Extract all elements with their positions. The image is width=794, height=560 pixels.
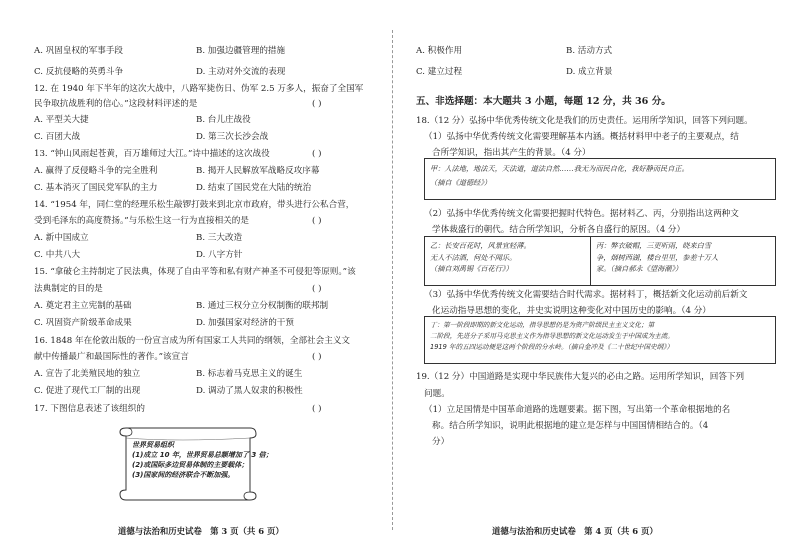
- material-bing-line-1: 丙：弊衣破帽，三更听雨，晓来白雪: [596, 241, 712, 250]
- option-c: C. 中共八大: [34, 250, 81, 260]
- option-b: B. 活动方式: [566, 46, 613, 56]
- question-16-line-1: 16. 1848 年在伦敦出版的一份宣言成为所有国家工人共同的纲领，全部社会主义文: [34, 336, 351, 346]
- question-19-1-line-1: （1）立足国情是中国革命道路的选题要素。据下图，写出第一个革命根据地的名: [424, 405, 731, 415]
- question-19-line-2: 问题。: [424, 389, 450, 399]
- scroll-line-1: (1)成立 10 年，世界贸易总额增加了 3 倍；: [132, 451, 273, 459]
- option-a: A. 新中国成立: [34, 233, 89, 243]
- scroll-title: 世界贸易组织: [132, 441, 174, 449]
- page-footer: 道德与法治和历史试卷 第 4 页（共 6 页）: [492, 526, 658, 536]
- option-d: D. 八字方针: [196, 250, 243, 260]
- material-ding-line-1: 丁：第一阶段即期的新文化运动，指导思想仍是为资产阶级民主主义文化；第: [430, 321, 655, 329]
- page-divider: [392, 30, 393, 530]
- question-18-2-line-1: （2）弘扬中华优秀传统文化需要把握时代特色。据材料乙、丙，分别指出这两种文: [424, 209, 739, 219]
- question-18-stem: 18.（12 分）弘扬中华优秀传统文化是我们的历史责任。运用所学知识，回答下列问题。: [416, 116, 753, 126]
- material-bing-text: [591, 237, 723, 278]
- option-d: D. 成立背景: [566, 67, 613, 77]
- option-a: A. 赢得了反侵略斗争的完全胜利: [34, 166, 158, 176]
- option-c: C. 建立过程: [416, 67, 463, 77]
- question-18-3-line-1: （3）弘扬中华优秀传统文化需要结合时代需求。据材料丁，概括新文化运动前后新文: [424, 290, 748, 300]
- option-b: B. 揭开人民解放军战略反攻序幕: [196, 166, 320, 176]
- option-b: B. 三大改造: [196, 233, 243, 243]
- question-16-line-2: 献中传播最广和最国际性的著作。”该宣言: [34, 352, 189, 362]
- scroll-figure: [118, 422, 273, 502]
- option-d: D. 第三次长沙会战: [196, 132, 269, 142]
- material-bing-line-3: 家。（摘自郝永《望海潮》）: [596, 264, 683, 274]
- option-c: C. 促进了现代工厂制的出现: [34, 386, 141, 396]
- option-a: A. 平型关大捷: [34, 115, 89, 125]
- option-a: A. 奠定君主立宪制的基础: [34, 301, 132, 311]
- material-jia-line-2: （摘自《道德经》）: [430, 177, 492, 187]
- answer-blank: ( ): [312, 99, 322, 109]
- scroll-line-2: (2)或国际多边贸易体制的主要载体；: [132, 461, 249, 469]
- question-14-line-2: 受到毛泽东的高度赞扬。”与乐松生这一行为直接相关的是: [34, 216, 249, 226]
- option-b: B. 台儿庄战役: [196, 115, 251, 125]
- option-b: B. 通过三权分立分权制衡的联邦制: [196, 301, 329, 311]
- option-a: A. 巩固皇权的军事手段: [34, 46, 124, 56]
- option-b: B. 标志着马克思主义的诞生: [196, 369, 303, 379]
- question-18-2-line-2: 学体裁盛行的朝代。结合所学知识，分析各自盛行的原因。（4 分）: [432, 225, 686, 235]
- left-page: [0, 0, 380, 560]
- question-18-1-line-1: （1）弘扬中华优秀传统文化需要理解基本内涵。概括材料甲中老子的主要观点，结: [424, 132, 739, 142]
- question-14-line-1: 14. “1954 年，同仁堂的经理乐松生敲锣打鼓来到北京市政府，带头进行公私合营，: [34, 200, 355, 210]
- option-d: D. 调动了黑人奴隶的积极性: [196, 386, 303, 396]
- question-15-line-1: 15. “拿破仑主持制定了民法典，体现了自由平等和私有财产神圣不可侵犯等原则。”该: [34, 267, 356, 277]
- answer-blank: ( ): [312, 284, 322, 294]
- answer-blank: ( ): [312, 149, 322, 159]
- material-yi-line-3: （摘自刘禹锡《百花行》）: [430, 264, 513, 274]
- right-page: [402, 0, 794, 560]
- option-c: C. 基本消灭了国民党军队的主力: [34, 183, 158, 193]
- material-jia-line-1: 甲：人法地，地法天，天法道，道法自然……我无为而民自化，我好静而民自正。: [430, 164, 689, 173]
- material-box-ding: [424, 316, 776, 364]
- material-box-jia: [424, 158, 776, 200]
- material-yi-line-1: 乙：长安百花时，风景宜轻薄。: [430, 241, 531, 250]
- material-bing-line-2: 争，烟树西湖，楼台里里，参差十万人: [596, 252, 719, 262]
- material-ding-line-3: 1919 年的五四运动便是这两个阶段的分水岭。（摘自金冲及《二十世纪中国史纲》）: [430, 343, 674, 352]
- option-c: C. 巩固资产阶级革命成果: [34, 318, 132, 328]
- question-13-line-1: 13. “钟山风雨起苍黄，百万雄师过大江。”诗中描述的这次战役: [34, 149, 270, 159]
- question-12-line-1: 12. 在 1940 年下半年的这次大战中，八路军毙伤日、伪军 2.5 万多人，振奋了全国军: [34, 84, 364, 94]
- material-yi-text: [425, 237, 536, 278]
- answer-blank: ( ): [312, 216, 322, 226]
- question-19-1-line-2: 称。结合所学知识，说明此根据地的建立是怎样与中国国情相结合的。（4: [432, 421, 709, 431]
- option-d: D. 加强国家对经济的干预: [196, 318, 294, 328]
- question-15-line-2: 法典制定的目的是: [34, 284, 103, 294]
- option-a: A. 宣告了北美殖民地的独立: [34, 369, 141, 379]
- question-19-line-1: 19.（12 分）中国道路是实现中华民族伟大复兴的必由之路。运用所学知识，回答下列: [416, 372, 745, 382]
- question-18-1-line-2: 合所学知识，指出其产生的背景。（4 分）: [432, 148, 591, 158]
- material-jia-text: [425, 159, 775, 192]
- option-d: D. 主动对外交流的表现: [196, 67, 286, 77]
- question-18-3-line-2: 化运动指导思想的变化，并史实说明这种变化对中国历史的影响。（4 分）: [432, 306, 711, 316]
- material-box-yi-bing: [424, 236, 776, 286]
- page-footer: 道德与法治和历史试卷 第 3 页（共 6 页）: [118, 526, 284, 536]
- option-c: C. 百团大战: [34, 132, 81, 142]
- material-ding-text: [425, 317, 775, 357]
- material-yi-line-2: 无人不沽酒，何处不闻乐。: [430, 252, 517, 262]
- question-12-line-2: 民争取抗战胜利的信心。”这段材料评述的是: [34, 99, 198, 109]
- question-19-1-line-3: 分）: [432, 437, 450, 447]
- option-a: A. 积极作用: [416, 46, 463, 56]
- answer-blank: ( ): [312, 404, 322, 414]
- section-heading: 五、非选择题：本大题共 3 小题，每题 12 分，共 36 分。: [416, 96, 671, 107]
- option-c: C. 反抗侵略的英勇斗争: [34, 67, 124, 77]
- material-ding-line-2: 二阶段，先进分子采用马克思主义作为指导思想的新文化运动发生于中国成为主流。: [430, 332, 674, 341]
- question-17-line-1: 17. 下图信息表述了该组织的: [34, 404, 145, 414]
- scroll-line-3: (3)国家间的经济联合不断加强。: [132, 471, 235, 479]
- option-b: B. 加强边疆管理的措施: [196, 46, 286, 56]
- option-d: D. 结束了国民党在大陆的统治: [196, 183, 312, 193]
- answer-blank: ( ): [312, 352, 322, 362]
